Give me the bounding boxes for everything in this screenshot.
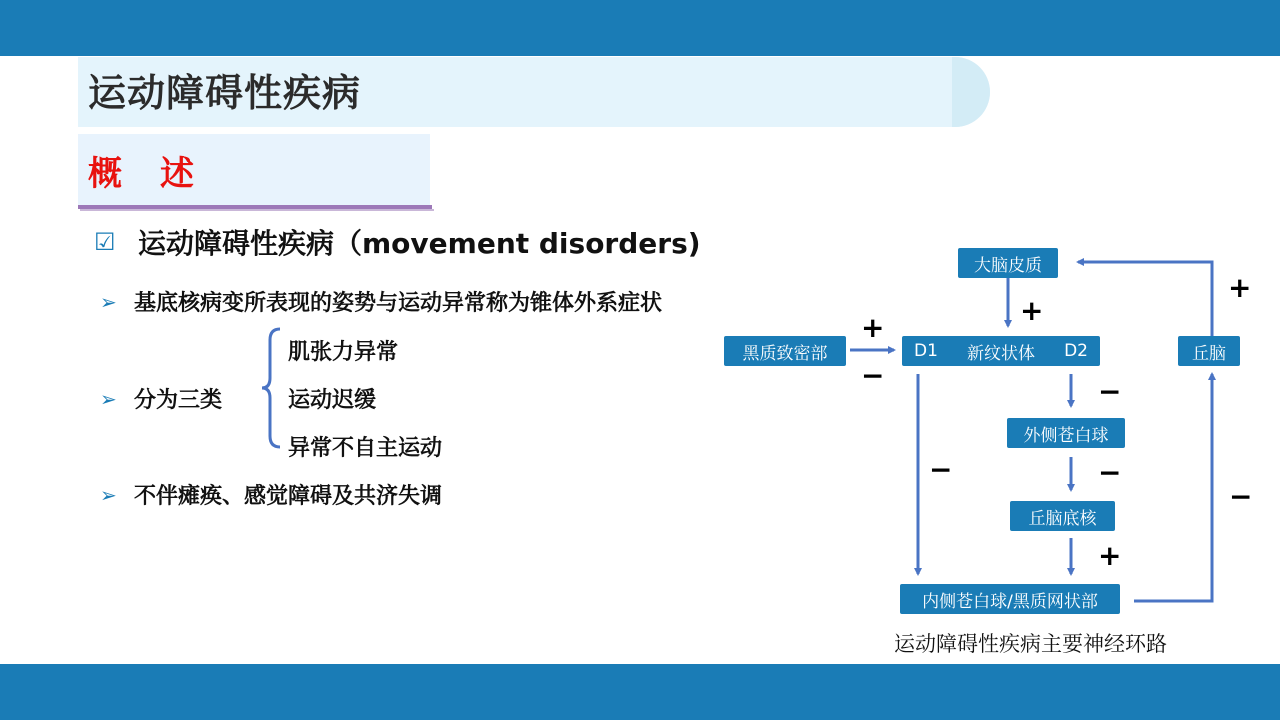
node-stn: 丘脑底核 (1010, 501, 1115, 531)
striatum-label: 新纹状体 (967, 343, 1035, 364)
node-substantia-nigra-compacta: 黑质致密部 (724, 336, 846, 366)
checkbox-icon: ☑ (94, 228, 116, 256)
arrow-gpi-thalamus (1134, 374, 1212, 601)
sign-minus: − (1098, 456, 1122, 489)
category-item: 肌张力异常 (288, 340, 399, 365)
node-striatum (902, 336, 1100, 366)
arrow-bullet-icon: ➢ (100, 289, 117, 314)
node-thalamus: 丘脑 (1178, 336, 1240, 366)
striatum-d1-label: D1 (914, 341, 938, 361)
section-title: 概 述 (88, 154, 196, 194)
diagram-caption: 运动障碍性疾病主要神经环路 (894, 632, 1167, 656)
sign-minus: − (929, 453, 953, 486)
category-item: 异常不自主运动 (288, 436, 443, 461)
sign-plus: + (861, 311, 885, 344)
node-gpi-snr: 内侧苍白球/黑质网状部 (900, 584, 1120, 614)
bullet-text: 分为三类 (134, 388, 223, 413)
sign-minus: − (1229, 480, 1253, 513)
node-gpe: 外侧苍白球 (1007, 418, 1125, 448)
arrow-thalamus-cortex (1078, 262, 1212, 336)
arrow-bullet-icon: ➢ (100, 482, 117, 507)
bullet-text: 不伴瘫痪、感觉障碍及共济失调 (134, 484, 443, 509)
sign-minus: − (861, 359, 885, 392)
sign-plus: + (1228, 271, 1252, 304)
striatum-d2-label: D2 (1064, 341, 1088, 361)
sign-minus: − (1098, 375, 1122, 408)
node-cortex: 大脑皮质 (958, 248, 1058, 278)
slide-title: 运动障碍性疾病 (88, 71, 362, 115)
heading-text: 运动障碍性疾病（movement disorders) (138, 227, 701, 260)
category-item: 运动迟缓 (288, 388, 377, 413)
sign-plus: + (1098, 539, 1122, 572)
sign-plus: + (1020, 294, 1044, 327)
bullet-text: 基底核病变所表现的姿势与运动异常称为锥体外系症状 (134, 291, 663, 316)
arrow-bullet-icon: ➢ (100, 386, 117, 411)
